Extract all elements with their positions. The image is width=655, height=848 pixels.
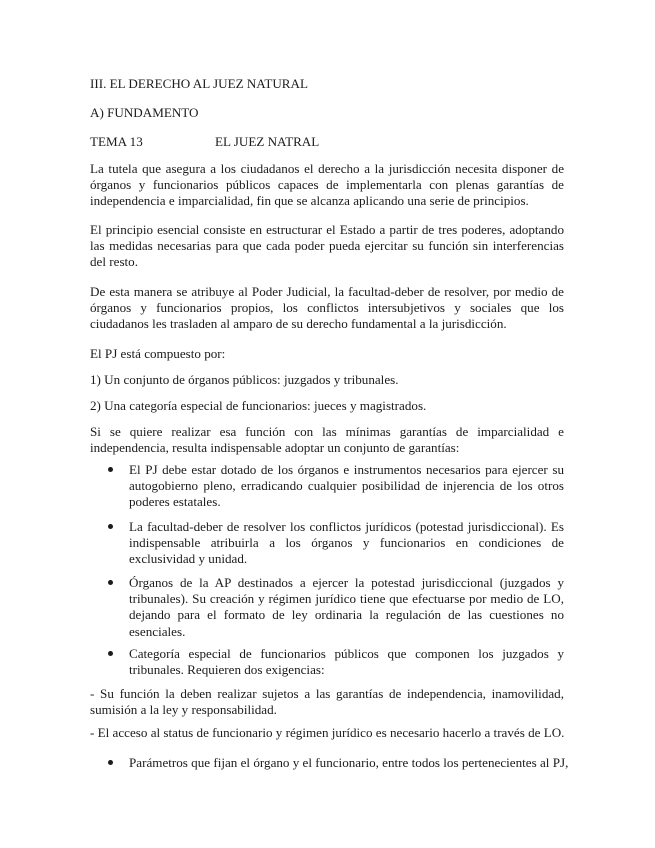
dash-item: - El acceso al status de funcionario y régimen jurídico es necesario hacerlo a través de LO.: [90, 725, 565, 740]
bullet-icon: [108, 519, 116, 527]
bullet-item: El PJ debe estar dotado de los órganos e instrumentos necesarios para ejercer su autogobierno pleno, erradicando cualquier posibilidad de injerencia de los otros poderes estatales.: [129, 462, 564, 510]
bullet-icon: [108, 462, 116, 470]
bullet-icon: [108, 575, 116, 583]
bullet-item: Órganos de la AP destinados a ejercer la potestad jurisdiccional (juzgados y tribunales). Su creación y régimen jurídico tiene que efectuarse por medio de LO, dejando para el formato de ley ordinaria la regulación de las cuestiones no esenciales.: [129, 575, 564, 639]
bullet-item: Categoría especial de funcionarios públicos que componen los juzgados y tribunales. Requieren dos exigencias:: [129, 646, 564, 678]
bullet-item: La facultad-deber de resolver los conflictos jurídicos (potestad jurisdiccional). Es indispensable atribuirla a los órganos y funcionarios en condiciones de exclusividad y unidad.: [129, 519, 564, 567]
list-item-numbered: 1) Un conjunto de órganos públicos: juzgados y tribunales.: [90, 372, 399, 387]
list-item-numbered: 2) Una categoría especial de funcionarios: jueces y magistrados.: [90, 398, 427, 413]
bullet-icon: [108, 755, 116, 763]
bullet-icon: [108, 646, 116, 654]
document-page: [90, 0, 569, 848]
paragraph: El PJ está compuesto por:: [90, 346, 226, 361]
paragraph: El principio esencial consiste en estructurar el Estado a partir de tres poderes, adoptando las medidas necesarias para que cada poder pueda ejercitar su función sin interferencias del resto.: [90, 222, 564, 270]
section-heading: III. EL DERECHO AL JUEZ NATURAL: [90, 76, 308, 91]
paragraph: La tutela que asegura a los ciudadanos el derecho a la jurisdicción necesita disponer de órganos y funcionarios públicos capaces de implementarla con plenas garantías de independencia e imparcialidad, fin que se alcanza aplicando una serie de principios.: [90, 161, 564, 209]
paragraph: De esta manera se atribuye al Poder Judicial, la facultad-deber de resolver, por medio de órganos y funcionarios propios, los conflictos intersubjetivos y sociales que los ciudadanos les trasladen al amparo de su derecho fundamental a la jurisdicción.: [90, 284, 564, 332]
paragraph: Si se quiere realizar esa función con las mínimas garantías de imparcialidad e independencia, resulta indispensable adoptar un conjunto de garantías:: [90, 424, 564, 456]
tema-title: EL JUEZ NATRAL: [215, 134, 320, 149]
subsection-heading: A) FUNDAMENTO: [90, 105, 199, 120]
bullet-item: Parámetros que fijan el órgano y el funcionario, entre todos los pertenecientes al PJ,: [129, 755, 569, 770]
dash-item: - Su función la deben realizar sujetos a las garantías de independencia, inamovilidad, sumisión a la ley y responsabilidad.: [90, 686, 564, 718]
tema-label: TEMA 13: [90, 134, 143, 149]
